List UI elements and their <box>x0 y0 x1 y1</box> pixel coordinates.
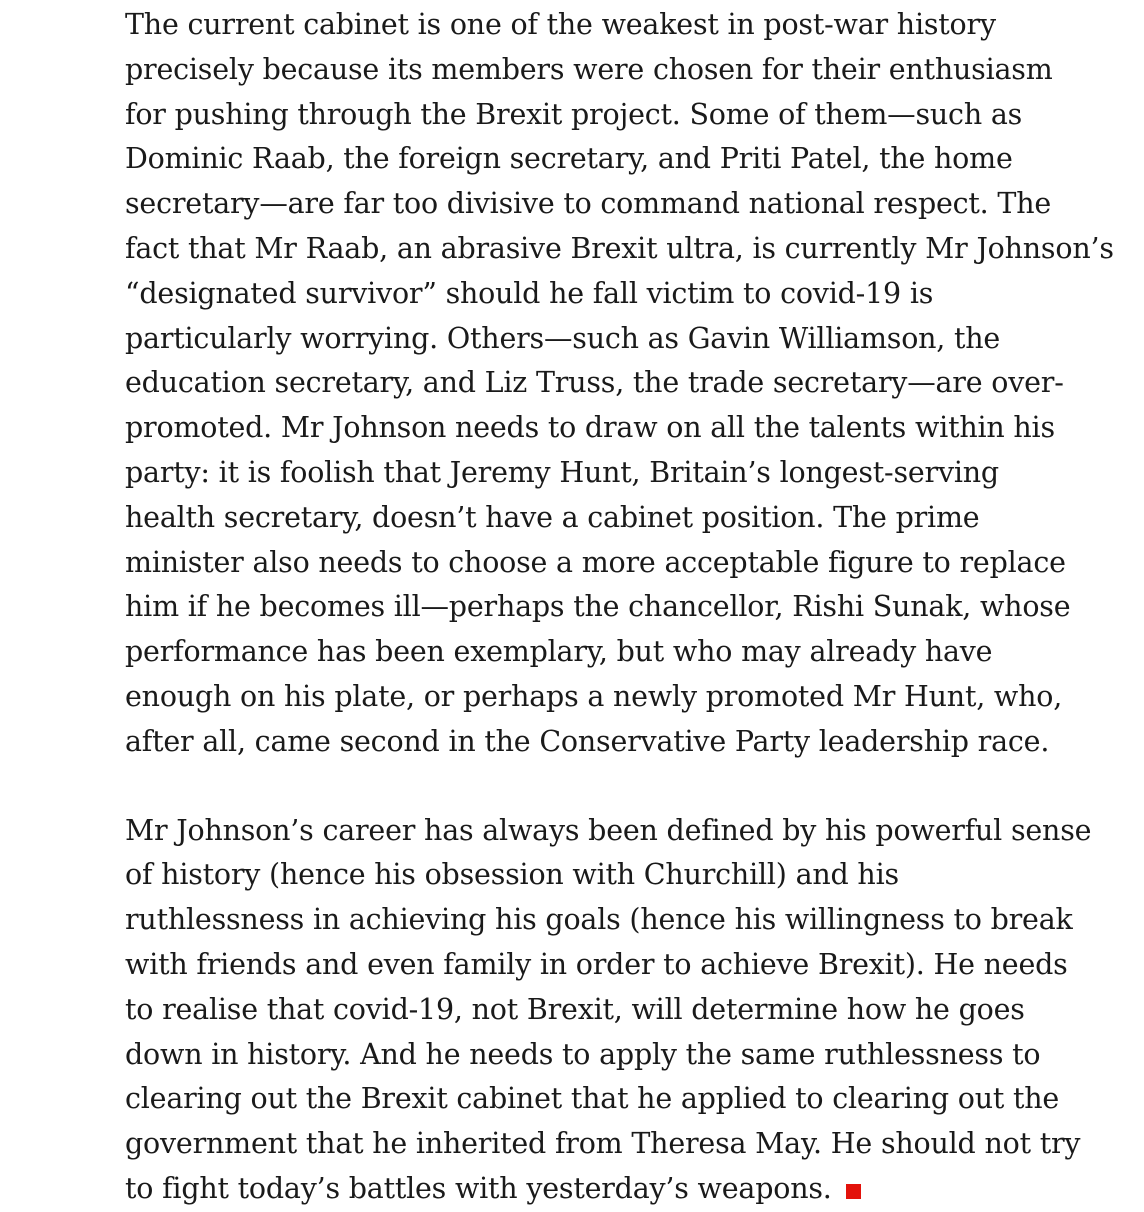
paragraph-1-line: precisely because its members were chosen for their enthusiasm <box>125 52 1053 86</box>
paragraph-1-line: promoted. Mr Johnson needs to draw on all the talents within his <box>125 411 1055 445</box>
paragraph-1-line: minister also needs to choose a more acceptable figure to replace <box>125 545 1066 579</box>
paragraph-1-line: education secretary, and Liz Truss, the trade secretary—are over- <box>125 366 1064 400</box>
paragraph-2-line: of history (hence his obsession with Churchill) and his <box>125 858 899 892</box>
paragraph-2-line: government that he inherited from Theresa May. He should not try <box>125 1127 1081 1161</box>
paragraph-1-line: him if he becomes ill—perhaps the chancellor, Rishi Sunak, whose <box>125 590 1071 624</box>
paragraph-1-line: The current cabinet is one of the weakest in post-war history <box>125 8 996 41</box>
paragraph-1 <box>125 3 1125 765</box>
paragraph-2-line: with friends and even family in order to achieve Brexit). He needs <box>125 947 1068 981</box>
paragraph-2 <box>125 809 1125 1212</box>
paragraph-1-line: Dominic Raab, the foreign secretary, and Priti Patel, the home <box>125 142 1013 176</box>
paragraph-1-line: performance has been exemplary, but who may already have <box>125 635 993 669</box>
paragraph-1-line: party: it is foolish that Jeremy Hunt, Britain’s longest-serving <box>125 455 999 489</box>
article-body <box>125 0 1125 1212</box>
paragraph-2-line: to realise that covid-19, not Brexit, will determine how he goes <box>125 992 1025 1026</box>
paragraph-1-line: health secretary, doesn’t have a cabinet position. The prime <box>125 500 980 534</box>
paragraph-1-line: “designated survivor” should he fall victim to covid-19 is <box>125 276 934 310</box>
paragraph-2-last-line-text: to fight today’s battles with yesterday’s weapons. <box>125 1171 832 1205</box>
paragraph-2-line: ruthlessness in achieving his goals (hence his willingness to break <box>125 903 1073 937</box>
paragraph-2-line: clearing out the Brexit cabinet that he applied to clearing out the <box>125 1082 1060 1116</box>
paragraph-1-line: fact that Mr Raab, an abrasive Brexit ultra, is currently Mr Johnson’s <box>125 231 1114 265</box>
paragraph-1-line: for pushing through the Brexit project. Some of them—such as <box>125 97 1023 131</box>
paragraph-1-line: secretary—are far too divisive to command national respect. The <box>125 187 1052 221</box>
paragraph-1-line: particularly worrying. Others—such as Gavin Williamson, the <box>125 321 1001 355</box>
paragraph-2-line: down in history. And he needs to apply the same ruthlessness to <box>125 1037 1041 1071</box>
paragraph-1-line: after all, came second in the Conservative Party leadership race. <box>125 724 1050 758</box>
paragraph-2-last-line <box>125 1167 1125 1212</box>
paragraph-1-line: enough on his plate, or perhaps a newly promoted Mr Hunt, who, <box>125 679 1063 713</box>
paragraph-2-line: Mr Johnson’s career has always been defined by his powerful sense <box>125 813 1092 847</box>
end-mark-icon <box>846 1184 861 1199</box>
